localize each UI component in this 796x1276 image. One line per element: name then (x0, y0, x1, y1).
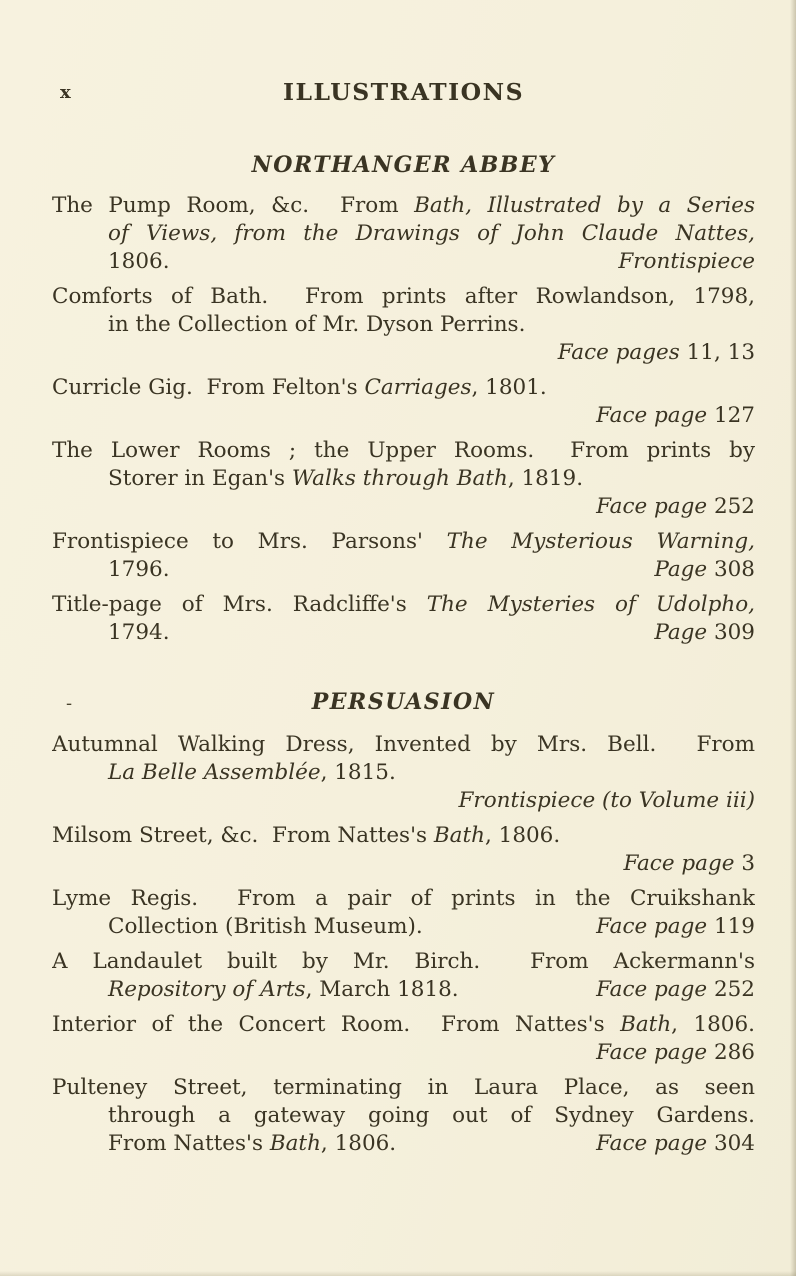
text-segment: Frontispiece to Mrs. Parsons' (52, 529, 447, 554)
text-segment: 1794. (108, 620, 170, 645)
text-segment: 286 (713, 1040, 755, 1065)
text-segment: Collection (British Museum). (108, 914, 423, 939)
text-segment: through a gateway going out of Sydney Gardens. (108, 1103, 755, 1128)
italic-text-segment: Face page (596, 914, 714, 939)
entry-line (52, 528, 755, 556)
entry-line (52, 220, 755, 248)
illustration-entry (52, 591, 755, 647)
entry-text (108, 556, 170, 584)
page-reference (596, 1130, 755, 1158)
illustration-entry (52, 731, 755, 815)
text-segment: A Landaulet built by Mr. Birch. From Ackermann's (52, 949, 755, 974)
text-segment: From Nattes's (108, 1131, 270, 1156)
italic-text-segment: Face page (596, 1131, 714, 1156)
entry-line (52, 619, 755, 647)
text-segment: Pulteney Street, terminating in Laura Place, as seen (52, 1075, 755, 1100)
entry-line (52, 885, 755, 913)
text-segment: 252 (713, 977, 755, 1002)
entry-line (52, 1102, 755, 1130)
italic-text-segment: Bath (620, 1012, 672, 1037)
text-segment: , March 1818. (305, 977, 459, 1002)
entry-text (108, 1130, 396, 1158)
entry-text (108, 248, 170, 276)
section-persuasion (52, 689, 755, 1158)
italic-text-segment: Walks through Bath (291, 466, 508, 491)
illustration-entry (52, 1011, 755, 1067)
illustration-entry (52, 437, 755, 521)
entry-line (52, 976, 755, 1004)
page-reference (618, 248, 755, 276)
italic-text-segment: Face page (596, 403, 714, 428)
entry-line (52, 591, 755, 619)
italic-text-segment: Frontispiece (618, 249, 755, 274)
entry-line (52, 913, 755, 941)
italic-text-segment: The Mysteries of Udolpho, (426, 592, 755, 617)
italic-text-segment: Frontispiece (to Volume iii) (458, 788, 755, 813)
illustration-entry (52, 822, 755, 878)
text-segment: , 1806. (671, 1012, 755, 1037)
entry-line (52, 556, 755, 584)
page-header (52, 78, 755, 108)
entry-line (52, 731, 755, 759)
entry-line (52, 948, 755, 976)
running-title: ILLUSTRATIONS (282, 78, 525, 106)
italic-text-segment: Face page (623, 851, 742, 876)
page-reference (596, 913, 755, 941)
section-northanger-abbey (52, 152, 755, 647)
italic-text-segment: The Mysterious Warning, (446, 529, 755, 554)
text-segment: Milsom Street, &c. From Nattes's (52, 823, 434, 848)
italic-text-segment: Carriages (364, 375, 472, 400)
entry-line (52, 1130, 755, 1158)
text-segment: The Lower Rooms ; the Upper Rooms. From prints by (52, 438, 755, 463)
text-segment: 3 (741, 851, 755, 876)
entry-text (108, 976, 459, 1004)
section-heading: PERSUASION - (66, 689, 496, 715)
entry-line (52, 437, 755, 465)
italic-text-segment: Page (654, 620, 714, 645)
text-segment: Comforts of Bath. From prints after Rowlandson, 1798, (52, 284, 755, 309)
text-segment: Storer in Egan's (108, 466, 292, 491)
illustration-entry (52, 192, 755, 276)
entry-text (108, 913, 423, 941)
entry-line (52, 192, 755, 220)
italic-text-segment: Bath, Illustrated by a Series (414, 193, 755, 218)
illustration-entry (52, 1074, 755, 1158)
italic-text-segment: Face page (596, 977, 714, 1002)
page-reference-line (52, 493, 755, 521)
illustration-entry (52, 948, 755, 1004)
text-segment: , 1819. (507, 466, 584, 491)
italic-text-segment: Bath (269, 1131, 321, 1156)
entry-line (52, 248, 755, 276)
text-segment: Autumnal Walking Dress, Invented by Mrs. Bell. From (52, 732, 755, 757)
illustrations-list (52, 152, 755, 1158)
page-reference (654, 619, 755, 647)
italic-text-segment: Page (654, 557, 714, 582)
italic-text-segment: La Belle Assemblée (108, 760, 321, 785)
text-segment: in the Collection of Mr. Dyson Perrins. (108, 312, 526, 337)
illustration-entry (52, 374, 755, 430)
text-segment: Curricle Gig. From Felton's (52, 375, 365, 400)
page-reference (596, 976, 755, 1004)
text-segment: 127 (713, 403, 755, 428)
entry-line (52, 374, 755, 402)
italic-text-segment: Face page (596, 494, 714, 519)
illustration-entry (52, 528, 755, 584)
section-heading: NORTHANGER ABBEY (251, 152, 556, 178)
text-segment: 252 (713, 494, 755, 519)
entry-line (52, 822, 755, 850)
illustration-entry (52, 885, 755, 941)
page-reference-line (52, 402, 755, 430)
text-segment: 1796. (108, 557, 170, 582)
italic-text-segment: Repository of Arts (108, 977, 306, 1002)
text-segment: 304 (713, 1131, 755, 1156)
print-artifact-mark: - (66, 693, 73, 714)
illustration-entry (52, 283, 755, 367)
page-reference (654, 556, 755, 584)
text-segment: Lyme Regis. From a pair of prints in the Cruikshank (52, 886, 755, 911)
entry-text (108, 619, 170, 647)
text-segment: 1806. (108, 249, 170, 274)
text-segment: , 1806. (484, 823, 561, 848)
text-segment: 11, 13 (686, 340, 755, 365)
page-reference-line (52, 787, 755, 815)
italic-text-segment: Face pages (557, 340, 687, 365)
text-segment: Title-page of Mrs. Radcliffe's (52, 592, 427, 617)
entry-line (52, 311, 755, 339)
text-segment: 119 (713, 914, 755, 939)
page-reference-line (52, 850, 755, 878)
page-number: x (60, 82, 71, 103)
text-segment: Interior of the Concert Room. From Nattes's (52, 1012, 621, 1037)
text-segment: The Pump Room, &c. From (52, 193, 415, 218)
text-segment: , 1806. (320, 1131, 397, 1156)
entry-line (52, 1011, 755, 1039)
text-segment: 308 (713, 557, 755, 582)
text-segment: 309 (713, 620, 755, 645)
italic-text-segment: of Views, from the Drawings of John Claude Nattes, (108, 221, 755, 246)
italic-text-segment: Face page (596, 1040, 714, 1065)
entry-line (52, 465, 755, 493)
entry-line (52, 759, 755, 787)
entry-line (52, 1074, 755, 1102)
page-reference-line (52, 339, 755, 367)
text-segment: , 1815. (320, 760, 396, 785)
page-reference-line (52, 1039, 755, 1067)
entry-line (52, 283, 755, 311)
italic-text-segment: Bath (433, 823, 485, 848)
text-segment: , 1801. (471, 375, 547, 400)
